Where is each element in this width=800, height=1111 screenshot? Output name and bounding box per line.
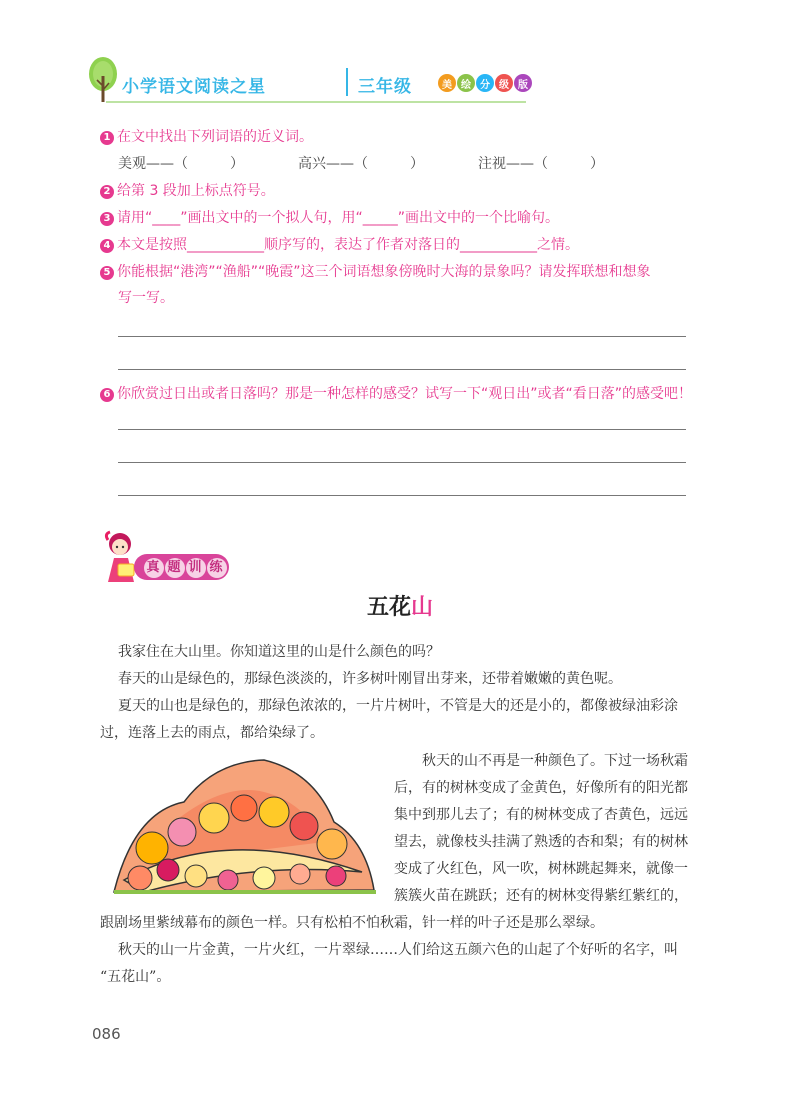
question-5 <box>100 261 651 281</box>
article-title <box>0 590 800 621</box>
autumn-mountain-illustration <box>104 752 380 900</box>
article-line: 跟剧场里紫绒幕布的颜色一样。只有松柏不怕秋霜，针一样的叶子还是那么翠绿。 <box>100 915 604 931</box>
synonym-item: 美观——（ ） <box>118 156 244 172</box>
girl-reading-icon <box>100 530 142 586</box>
question-text: 给第 3 段加上标点符号。 <box>117 183 275 199</box>
article-line: 秋天的山一片金黄，一片火红，一片翠绿……人们给这五颜六色的山起了个好听的名字，叫 <box>118 942 678 958</box>
article-line: 秋天的山不再是一种颜色了。下过一场秋霜 <box>422 753 688 769</box>
question-text: 你欣赏过日出或者日落吗？那是一种怎样的感受？试写一下“观日出”或者“看日落”的感受吧！ <box>117 386 693 402</box>
page-header <box>86 56 528 104</box>
page-number: 086 <box>92 1025 121 1043</box>
question-text: 你能根据“港湾”“渔船”“晚霞”这三个词语想象傍晚时大海的景象吗？请发挥联想和想象 <box>117 264 651 280</box>
edition-badge: 版 <box>514 74 532 92</box>
question-4 <box>100 234 579 254</box>
edition-badge: 分 <box>476 74 494 92</box>
article-line: 望去，就像枝头挂满了熟透的杏和梨；有的树林 <box>394 834 688 850</box>
article-line: 集中到那儿去了；有的树林变成了杏黄色，远远 <box>394 807 688 823</box>
article-line: 后，有的树林变成了金黄色，好像所有的阳光都 <box>394 780 688 796</box>
question-5-continued: 写一写。 <box>118 290 174 306</box>
tag-char: 题 <box>165 558 185 578</box>
edition-badges <box>438 74 533 92</box>
edition-badge: 级 <box>495 74 513 92</box>
question-number: 4 <box>100 239 114 253</box>
tree-logo-icon <box>86 56 120 104</box>
question-2 <box>100 180 275 200</box>
question-6 <box>100 383 692 403</box>
article-line: 过，连落上去的雨点，都给染绿了。 <box>100 725 324 741</box>
question-3 <box>100 207 559 227</box>
synonym-item: 注视——（ ） <box>478 156 604 172</box>
article-line: 夏天的山也是绿色的，那绿色浓浓的，一片片树叶，不管是大的还是小的，都像被绿油彩涂 <box>118 698 678 714</box>
header-divider <box>346 68 348 96</box>
section-tag-text <box>144 557 228 578</box>
edition-badge: 美 <box>438 74 456 92</box>
tag-char: 练 <box>207 558 227 578</box>
answer-line[interactable] <box>118 369 686 370</box>
question-text: 请用“____”画出文中的一个拟人句，用“_____”画出文中的一个比喻句。 <box>117 210 560 226</box>
edition-badge: 绘 <box>457 74 475 92</box>
question-text: 在文中找出下列词语的近义词。 <box>117 129 313 145</box>
question-text: 本文是按照___________顺序写的，表达了作者对落日的___________之情。 <box>117 237 579 253</box>
question-1 <box>100 126 313 146</box>
answer-line[interactable] <box>118 429 686 430</box>
tag-char: 训 <box>186 558 206 578</box>
question-number: 2 <box>100 185 114 199</box>
question-number: 5 <box>100 266 114 280</box>
article-title-main: 五花 <box>366 594 411 620</box>
answer-line[interactable] <box>118 336 686 337</box>
question-number: 3 <box>100 212 114 226</box>
article-line: 春天的山是绿色的，那绿色淡淡的，许多树叶刚冒出芽来，还带着嫩嫩的黄色呢。 <box>118 671 622 687</box>
question-number: 1 <box>100 131 114 145</box>
header-underline <box>106 101 526 103</box>
answer-line[interactable] <box>118 462 686 463</box>
synonym-item: 高兴——（ ） <box>298 156 424 172</box>
article-line: “五花山”。 <box>100 969 171 985</box>
article-title-highlight: 山 <box>411 594 434 620</box>
answer-line[interactable] <box>118 495 686 496</box>
book-title: 小学语文阅读之星 <box>122 77 266 97</box>
article-line: 变成了火红色，风一吹，树林跳起舞来，就像一 <box>394 861 688 877</box>
section-tag <box>100 530 230 582</box>
question-number: 6 <box>100 388 114 402</box>
article-line: 簇簇火苗在跳跃；还有的树林变得紫红紫红的， <box>394 888 688 904</box>
grade-label: 三年级 <box>358 77 412 97</box>
tag-char: 真 <box>144 558 164 578</box>
article-line: 我家住在大山里。你知道这里的山是什么颜色的吗？ <box>118 644 440 660</box>
